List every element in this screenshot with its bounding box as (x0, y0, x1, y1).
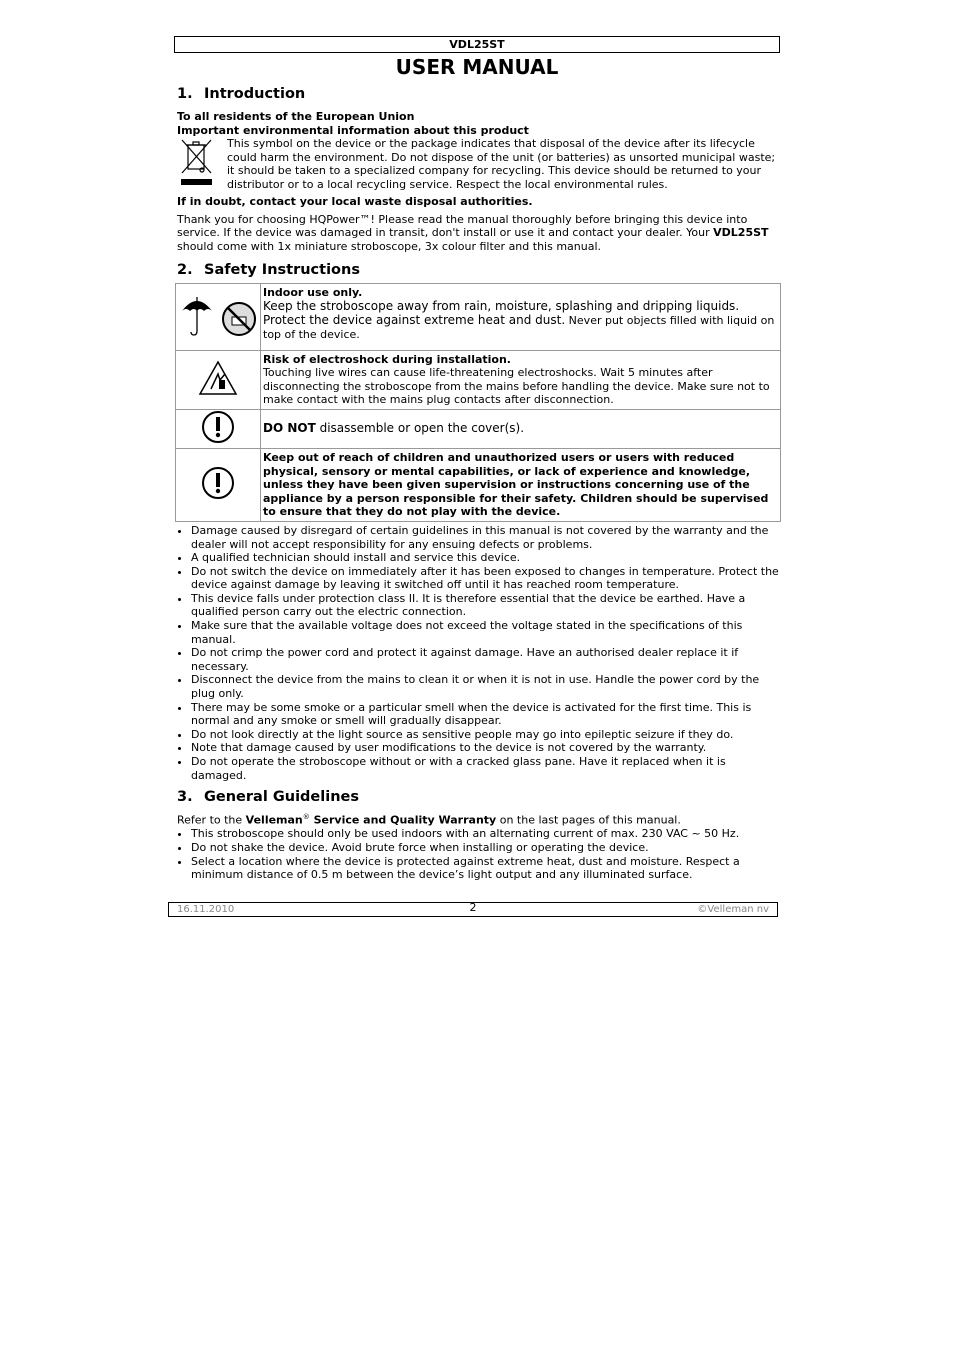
do-not-label: DO NOT (263, 421, 316, 436)
footer-copyright: ©Velleman nv (697, 904, 769, 915)
children-warning: Keep out of reach of children and unauthorized users or users with reduced physical, sensory or mental capabilities, or lack of experience and knowledge, unless they have been given supervision or instructions concerning use of the appliance by a person responsible for their safety. Children should be supervised to ensure that they do not play with the device. (261, 448, 781, 521)
indoor-line1: Keep the stroboscope away from rain, moisture, splashing and dripping liquids. (263, 299, 740, 314)
section-heading-introduction: 1. Introduction (177, 86, 306, 102)
crossed-bin-icon (177, 137, 227, 195)
warranty-reference: Refer to the Velleman® Service and Quality Warranty on the last pages of this manual. (177, 813, 681, 827)
indoor-title: Indoor use only. (263, 285, 363, 299)
safety-table (175, 283, 781, 522)
list-item: • Note that damage caused by user modifications to the device is not covered by the warranty. (191, 741, 780, 755)
section-heading-guidelines: 3. General Guidelines (177, 789, 359, 806)
list-item: • Disconnect the device from the mains to clean it or when it is not in use. Handle the power cord by the plug only. (191, 673, 780, 700)
list-item: • Do not shake the device. Avoid brute force when installing or operating the device. (191, 841, 780, 855)
no-liquids-icon (221, 322, 257, 341)
safety-row-disassemble (176, 409, 781, 448)
list-item: • There may be some smoke or a particular smell when the device is activated for the first time. This is normal and any smoke or smell will gradually disappear. (191, 701, 780, 728)
section-heading-safety: 2. Safety Instructions (177, 261, 360, 278)
weee-text: This symbol on the device or the package indicates that disposal of the device after its lifecycle could harm the environment. Do not dispose of the unit (or batteries) as unsorted municipal waste; it should be taken to a specialized company for recycling. This device should be returned to your distributor or to a local recycling service. Respect the local environmental rules. (227, 137, 776, 191)
document-title: USER MANUAL (395, 55, 559, 79)
list-item: • Do not look directly at the light source as sensitive people may go into epileptic seizure if they do. (191, 728, 780, 742)
model-header: VDL25ST (174, 36, 780, 53)
env-info-line: Important environmental information about this product (177, 123, 529, 137)
warning-exclamation-icon (201, 429, 235, 448)
list-item: • Do not switch the device on immediately after it has been exposed to changes in temperature. Protect the device against damage by leaving it switched off until it has reached room temperature. (191, 565, 780, 592)
list-item: • Do not operate the stroboscope without or with a cracked glass pane. Have it replaced when it is damaged. (191, 755, 780, 782)
list-item: • Make sure that the available voltage does not exceed the voltage stated in the specifications of this manual. (191, 619, 780, 646)
weee-block (174, 137, 780, 195)
list-item: • This stroboscope should only be used indoors with an alternating current of max. 230 VAC ~ 50 Hz. (191, 827, 780, 841)
list-item: • This device falls under protection class II. It is therefore essential that the device be earthed. Have a qualified person carry out the electric connection. (191, 592, 780, 619)
safety-row-children (176, 448, 781, 521)
page-number: 2 (469, 901, 477, 914)
indoor-line2: Protect the device against extreme heat and dust. Never put objects filled with liquid on top of the device. (263, 313, 775, 341)
list-item: • A qualified technician should install and service this device. (191, 551, 780, 565)
safety-row-indoor (176, 283, 781, 350)
list-item: • Do not crimp the power cord and protect it against damage. Have an authorised dealer replace it if necessary. (191, 646, 780, 673)
safety-bullet-list (174, 524, 780, 782)
manual-page (174, 36, 780, 882)
electroshock-body: Touching live wires can cause life-threatening electroshocks. Wait 5 minutes after disconnecting the stroboscope from the mains before handling the device. Make sure not to make contact with the mains plug contacts after disconnection. (263, 366, 770, 407)
eu-line: To all residents of the European Union (177, 110, 415, 123)
warning-exclamation-icon (201, 485, 235, 504)
list-item: • Select a location where the device is protected against extreme heat, dust and moisture. Respect a minimum distance of 0.5 m between the device’s light output and any illuminated surface. (191, 855, 780, 882)
umbrella-icon (179, 322, 220, 341)
footer-date: 16.11.2010 (177, 904, 235, 915)
disassemble-text: disassemble or open the cover(s). (315, 421, 525, 436)
guidelines-bullet-list (174, 827, 780, 881)
safety-row-electroshock (176, 350, 781, 409)
electric-hazard-icon (198, 381, 238, 400)
list-item: • Damage caused by disregard of certain guidelines in this manual is not covered by the warranty and the dealer will not accept responsibility for any ensuing defects or problems. (191, 524, 780, 551)
doubt-line: If in doubt, contact your local waste disposal authorities. (177, 195, 533, 209)
page-footer (168, 902, 778, 917)
thanks-paragraph: Thank you for choosing HQPower™! Please read the manual thoroughly before bringing this device into service. If the device was damaged in transit, don't install or use it and contact your dealer. Your VDL25ST should come with 1x miniature stroboscope, 3x colour filter and this manual. (177, 212, 769, 253)
electroshock-title: Risk of electroshock during installation. (263, 352, 511, 366)
